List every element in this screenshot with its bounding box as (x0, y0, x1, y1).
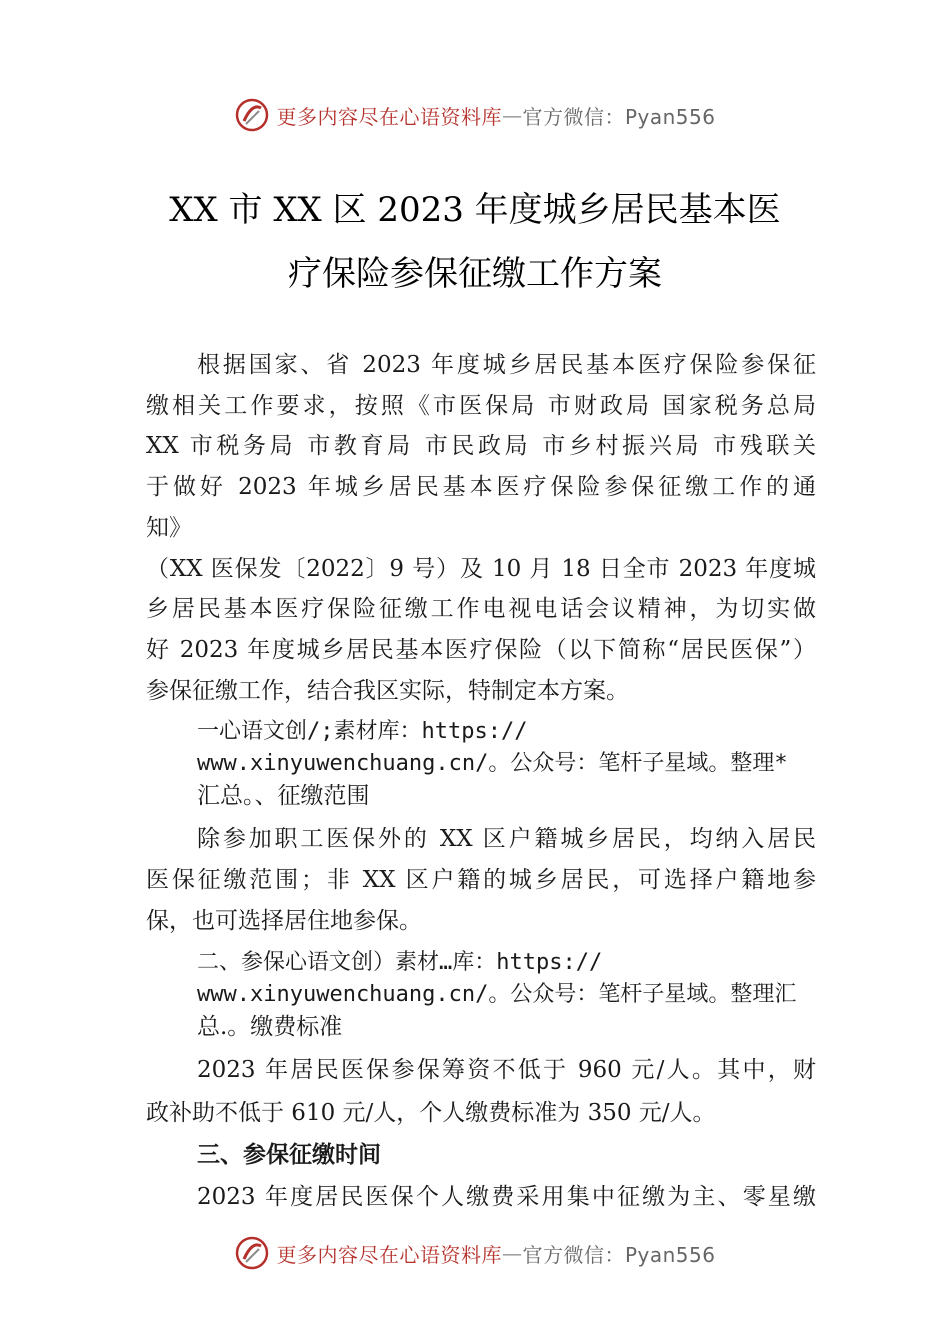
banner-wechat: 官方微信：Pyan556 (522, 104, 716, 129)
section-heading-line: 二、参保心语文创）素材…库：https:// (197, 950, 603, 975)
paragraph-line: 保，也可选择居住地参保。 (146, 908, 422, 934)
section-heading-line: 汇总。、征缴范围 (197, 783, 370, 809)
section-heading: 三、参保征缴时间 (197, 1142, 381, 1168)
banner-wechat: 官方微信：Pyan556 (522, 1242, 716, 1267)
banner-brand: 更多内容尽在心语资料库 (276, 1242, 502, 1267)
banner-brand: 更多内容尽在心语资料库 (276, 104, 502, 129)
banner-separator: — (501, 103, 523, 127)
paragraph-line: 根据国家、省 2023 年度城乡居民基本医疗保险参保征 (197, 352, 816, 378)
section-heading-line: www.xinyuwenchuang.cn/。公众号：笔杆子星域。整理汇 (197, 982, 797, 1007)
library-logo-icon (234, 1235, 270, 1271)
banner-separator: — (501, 1241, 523, 1265)
footer-banner (0, 1233, 950, 1273)
section-heading-line: 总.。缴费标准 (197, 1014, 343, 1040)
paragraph-line: 于做好 2023 年城乡居民基本医疗保险参保征缴工作的通 (146, 474, 816, 500)
section-heading-line: 一心语文创/;素材库：https:// (197, 719, 528, 744)
header-banner (0, 95, 950, 135)
paragraph-line: 好 2023 年度城乡居民基本医疗保险（以下简称“居民医保”） (146, 637, 816, 663)
paragraph-line: 2023 年度居民医保个人缴费采用集中征缴为主、零星缴 (197, 1184, 816, 1210)
paragraph-line: 除参加职工医保外的 XX 区户籍城乡居民，均纳入居民 (197, 826, 816, 852)
paragraph-line: 乡居民基本医疗保险征缴工作电视电话会议精神，为切实做 (146, 596, 816, 622)
paragraph-line: 2023 年居民医保参保筹资不低于 960 元/人。其中，财 (197, 1057, 816, 1083)
paragraph-line: XX 市税务局 市教育局 市民政局 市乡村振兴局 市残联关 (146, 433, 816, 459)
paragraph-line: 缴相关工作要求，按照《市医保局 市财政局 国家税务总局 (146, 393, 816, 419)
library-logo-icon (234, 97, 270, 133)
paragraph-line: （XX 医保发〔2022〕9 号）及 10 月 18 日全市 2023 年度城 (146, 556, 816, 582)
paragraph-line: 政补助不低于 610 元/人，个人缴费标准为 350 元/人。 (146, 1100, 716, 1126)
document-title-line-2: 疗保险参保征缴工作方案 (288, 254, 662, 294)
document-title-line-1: XX 市 XX 区 2023 年度城乡居民基本医 (169, 190, 781, 230)
paragraph-line: 参保征缴工作，结合我区实际，特制定本方案。 (146, 678, 629, 704)
section-heading-line: www.xinyuwenchuang.cn/。公众号：笔杆子星域。整理* (197, 751, 788, 776)
paragraph-line: 医保征缴范围；非 XX 区户籍的城乡居民，可选择户籍地参 (146, 867, 816, 893)
paragraph-line: 知》 (146, 515, 192, 541)
